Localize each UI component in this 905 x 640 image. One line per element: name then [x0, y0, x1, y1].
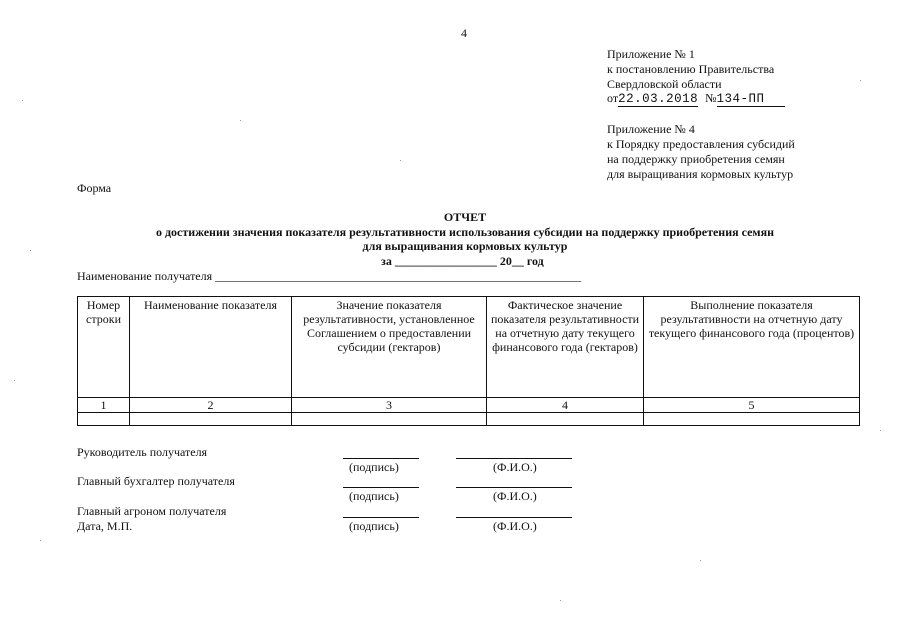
name-caption: (Ф.И.О.) — [493, 519, 537, 533]
report-subtitle-line2: для выращивания кормовых культур — [362, 239, 568, 253]
table-cell — [487, 413, 644, 426]
signature-caption: (подпись) — [349, 519, 399, 533]
name-line — [456, 517, 572, 518]
appendix-4-line2: к Порядку предоставления субсидий — [607, 137, 795, 151]
number-sign: № — [705, 91, 717, 105]
page-number: 4 — [461, 26, 467, 40]
period-blank: _________________ — [394, 254, 497, 268]
signature-caption: (подпись) — [349, 489, 399, 503]
header-planned-value: Значение показателя результативности, установленное Соглашением о предоставлении субсидии (гектаров) — [292, 297, 487, 398]
date-stamp: Дата, М.П. — [77, 519, 133, 533]
report-table — [77, 296, 860, 426]
report-title: ОТЧЕТ — [443, 210, 487, 224]
signature-role: Руководитель получателя — [77, 445, 208, 459]
appendix-4-line4: для выращивания кормовых культур — [607, 167, 794, 181]
name-caption: (Ф.И.О.) — [493, 460, 537, 474]
header-row-number: Номер строки — [78, 297, 130, 398]
signature-role: Главный бухгалтер получателя — [77, 474, 235, 488]
period-prefix: за — [381, 254, 392, 268]
appendix-date: 22.03.2018 — [618, 92, 699, 106]
header-completion: Выполнение показателя результативности на отчетную дату текущего финансового года (процентов) — [644, 297, 860, 398]
table-cell — [644, 413, 860, 426]
form-label: Форма — [77, 181, 112, 195]
column-number: 2 — [130, 398, 292, 413]
signature-line — [343, 458, 419, 459]
table-row — [78, 413, 860, 426]
name-caption: (Ф.И.О.) — [493, 489, 537, 503]
appendix-4-title: Приложение № 4 — [607, 122, 695, 136]
column-number: 4 — [487, 398, 644, 413]
signature-role: Главный агроном получателя — [77, 504, 227, 518]
date-prefix: от — [607, 91, 619, 105]
signature-caption: (подпись) — [349, 460, 399, 474]
name-line — [456, 458, 572, 459]
appendix-4-line3: на поддержку приобретения семян — [607, 152, 785, 166]
table-cell — [130, 413, 292, 426]
report-period — [381, 254, 544, 268]
appendix-1-title: Приложение № 1 — [607, 47, 695, 61]
table-column-numbers-row — [78, 398, 860, 413]
period-suffix: год — [526, 254, 544, 268]
header-actual-value: Фактическое значение показателя результативности на отчетную дату текущего финансового года (гектаров) — [487, 297, 644, 398]
recipient-blank: _____________________________________________________________ — [215, 269, 582, 283]
name-line — [456, 487, 572, 488]
signature-line — [343, 517, 419, 518]
table-header-row — [78, 297, 860, 398]
report-subtitle-line1: о достижении значения показателя результативности использования субсидии на поддержку приобретения семян — [155, 225, 775, 239]
header-indicator-name: Наименование показателя — [130, 297, 292, 398]
signature-line — [343, 487, 419, 488]
column-number: 3 — [292, 398, 487, 413]
recipient-line — [77, 269, 581, 283]
appendix-number: 134-ПП — [717, 92, 785, 107]
appendix-1-line3: Свердловской области — [607, 77, 722, 91]
table-cell — [292, 413, 487, 426]
period-year: 20__ — [499, 254, 524, 268]
appendix-1-date-line — [607, 91, 785, 107]
table-cell — [78, 413, 130, 426]
column-number: 1 — [78, 398, 130, 413]
recipient-label: Наименование получателя — [77, 269, 213, 283]
appendix-1-line2: к постановлению Правительства — [607, 62, 775, 76]
column-number: 5 — [644, 398, 860, 413]
